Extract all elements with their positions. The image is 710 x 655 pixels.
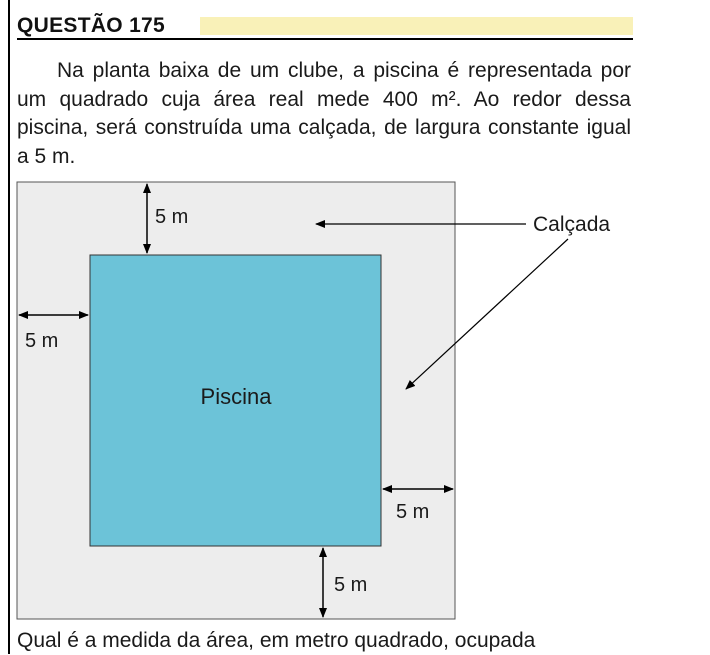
- dim-bottom-label: 5 m: [334, 574, 368, 596]
- dim-left-label: 5 m: [25, 330, 59, 352]
- pool-label: Piscina: [200, 384, 272, 409]
- dim-top-label: 5 m: [155, 206, 189, 228]
- sidewalk-label: Calçada: [533, 213, 611, 236]
- dim-right-label: 5 m: [396, 501, 430, 523]
- question-title: QUESTÃO 175: [17, 14, 166, 37]
- question-statement: Na planta baixa de um clube, a piscina é representada por um quadrado cuja área real mede 400 m². Ao redor dessa piscina, será construída uma calçada, de largura constante igual a 5 m.: [17, 59, 631, 168]
- question-prompt: Qual é a medida da área, em metro quadrado, ocupada: [17, 629, 536, 652]
